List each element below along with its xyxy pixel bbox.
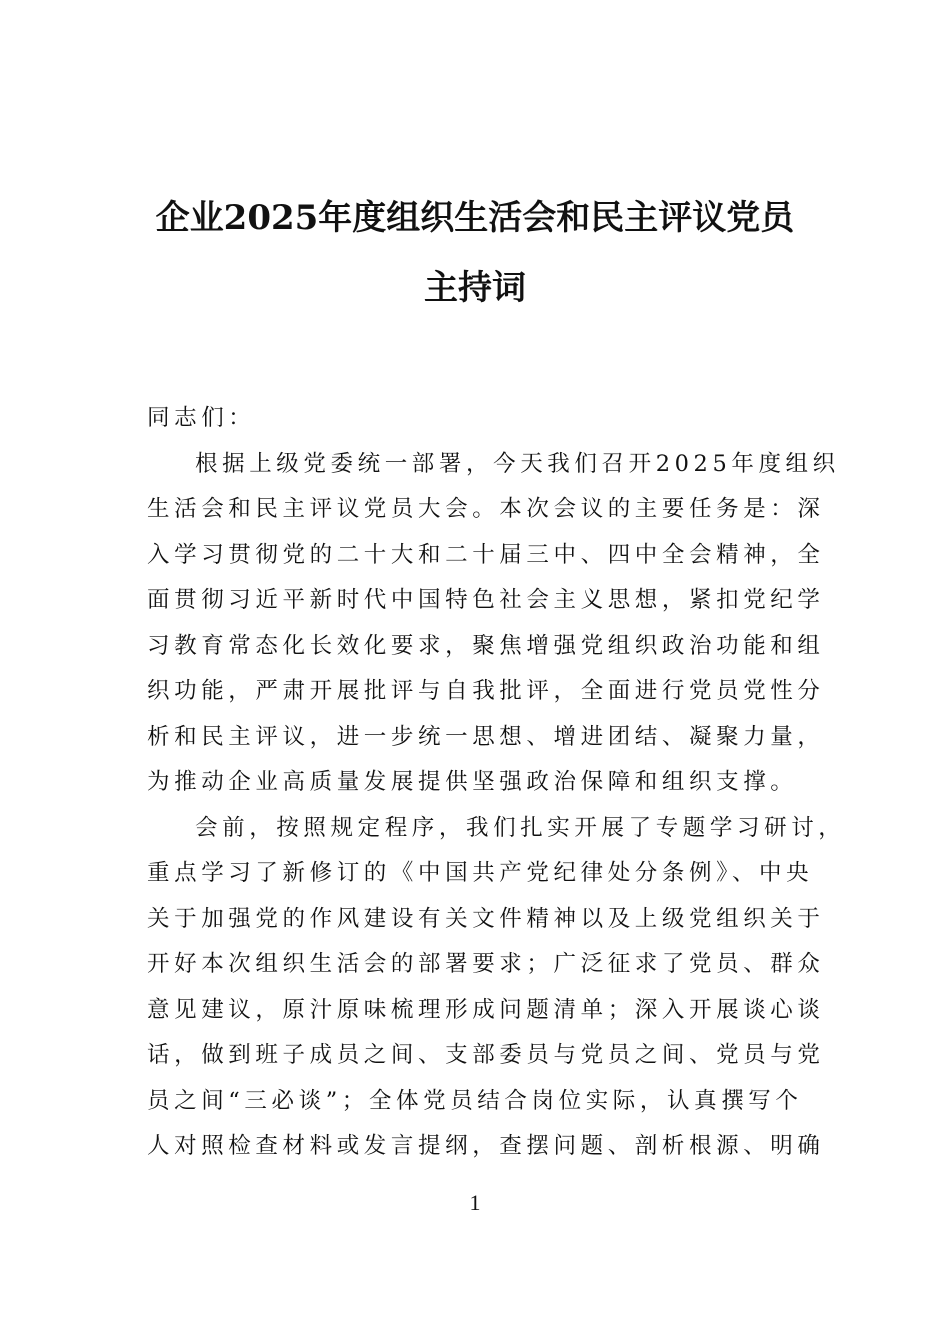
body-line: 重点学习了新修订的《中国共产党纪律处分条例》、中央 — [147, 860, 814, 886]
body-line: 析和民主评议，进一步统一思想、增进团结、凝聚力量， — [147, 723, 825, 750]
body-line: 生活会和民主评议党员大会。本次会议的主要任务是：深 — [147, 496, 825, 522]
body-line: 人对照检查材料或发言提纲，查摆问题、剖析根源、明确 — [147, 1133, 825, 1159]
document-body — [147, 396, 846, 1170]
body-line: 面贯彻习近平新时代中国特色社会主义思想，紧扣党纪学 — [147, 587, 825, 613]
body-line: 会前，按照规定程序，我们扎实开展了专题学习研讨， — [195, 814, 846, 841]
body-line: 根据上级党委统一部署，今天我们召开2025年度组织 — [195, 450, 840, 477]
body-line: 员之间“三必谈”；全体党员结合岗位实际，认真撰写个 — [147, 1087, 803, 1114]
body-line: 入学习贯彻党的二十大和二十届三中、四中全会精神，全 — [147, 541, 825, 568]
body-line: 习教育常态化长效化要求，聚焦增强党组织政治功能和组 — [147, 632, 825, 659]
document-title-line-2: 主持词 — [424, 268, 526, 308]
body-line: 话，做到班子成员之间、支部委员与党员之间、党员与党 — [147, 1042, 825, 1068]
body-line: 关于加强党的作风建设有关文件精神以及上级党组织关于 — [147, 905, 825, 932]
document-title-line-1: 企业2025年度组织生活会和民主评议党员 — [155, 198, 795, 238]
body-line: 开好本次组织生活会的部署要求；广泛征求了党员、群众 — [147, 951, 825, 977]
body-line: 意见建议，原汁原味梳理形成问题清单；深入开展谈心谈 — [147, 996, 825, 1023]
page-number: 1 — [469, 1190, 481, 1215]
salutation: 同志们： — [147, 405, 256, 431]
body-line: 织功能，严肃开展批评与自我批评，全面进行党员党性分 — [147, 678, 825, 704]
body-line: 为推动企业高质量发展提供坚强政治保障和组织支撑。 — [147, 769, 798, 795]
